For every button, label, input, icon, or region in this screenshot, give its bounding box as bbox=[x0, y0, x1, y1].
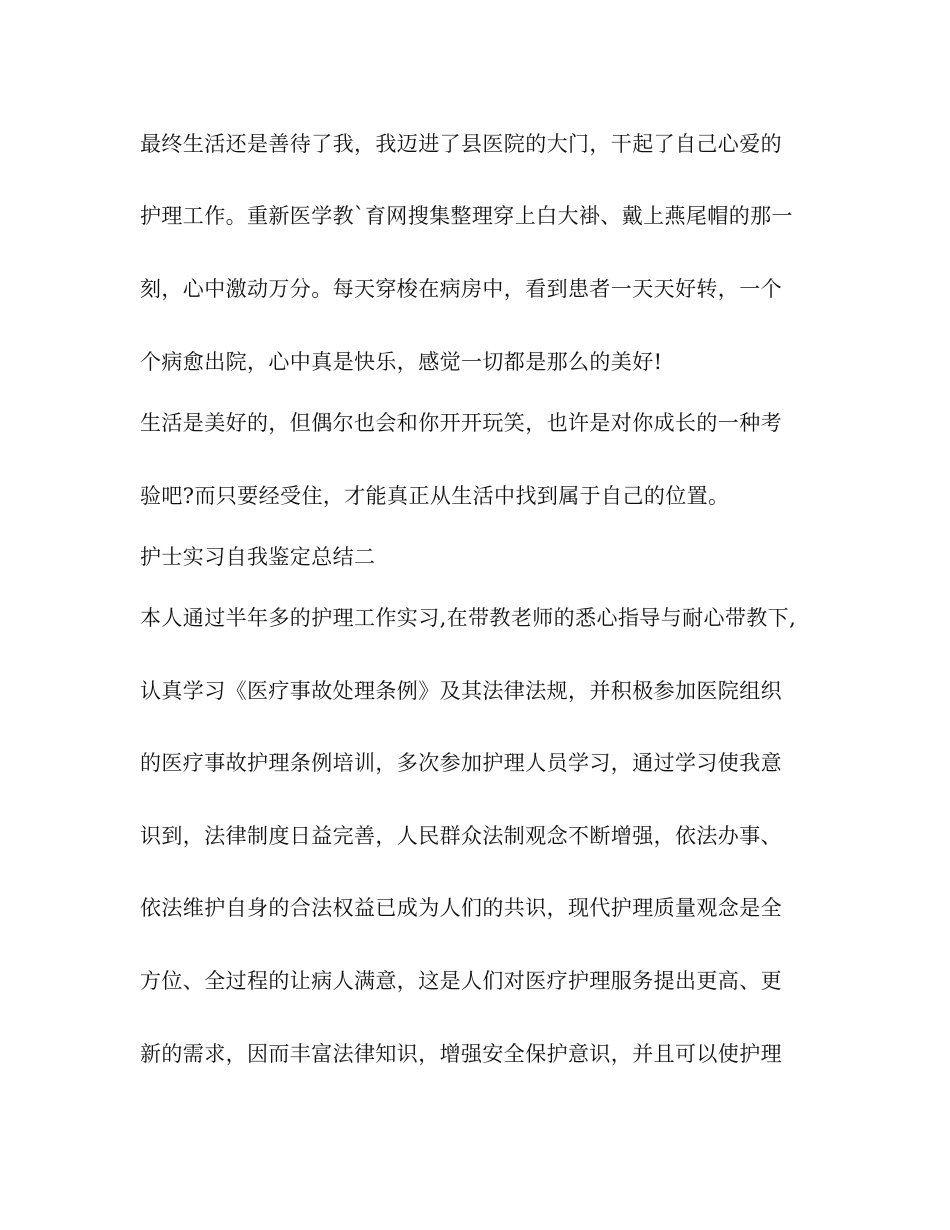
paragraph-1-line-3: 刻，心中激动万分。每天穿梭在病房中，看到患者一天天好转，一个 bbox=[140, 277, 782, 301]
paragraph-1-line-1: 最终生活还是善待了我，我迈进了县医院的大门，干起了自己心爱的 bbox=[140, 132, 782, 156]
paragraph-1-line-4: 个病愈出院，心中真是快乐，感觉一切都是那么的美好! bbox=[140, 350, 663, 374]
paragraph-2-line-1: 生活是美好的，但偶尔也会和你开开玩笑，也许是对你成长的一种考 bbox=[140, 411, 782, 435]
paragraph-2-line-2: 验吧?而只要经受住，才能真正从生活中找到属于自己的位置。 bbox=[140, 484, 730, 508]
paragraph-3-line-6: 方位、全过程的让病人满意，这是人们对医疗护理服务提出更高、更 bbox=[140, 969, 782, 993]
paragraph-3-line-7: 新的需求，因而丰富法律知识，增强安全保护意识，并且可以使护理 bbox=[140, 1042, 782, 1066]
section-heading: 护士实习自我鉴定总结二 bbox=[140, 545, 376, 569]
paragraph-3-line-5: 依法维护自身的合法权益已成为人们的共识，现代护理质量观念是全 bbox=[140, 896, 782, 920]
paragraph-1-line-2: 护理工作。重新医学教`育网搜集整理穿上白大褂、戴上燕尾帽的那一 bbox=[140, 204, 793, 228]
paragraph-3-line-2: 认真学习《医疗事故处理条例》及其法律法规，并积极参加医院组织 bbox=[140, 679, 782, 703]
paragraph-3-line-4: 识到，法律制度日益完善，人民群众法制观念不断增强，依法办事、 bbox=[140, 824, 782, 848]
paragraph-3-line-1: 本人通过半年多的护理工作实习,在带教老师的悉心指导与耐心带教下, bbox=[140, 606, 797, 630]
paragraph-3-line-3: 的医疗事故护理条例培训，多次参加护理人员学习，通过学习使我意 bbox=[140, 751, 782, 775]
